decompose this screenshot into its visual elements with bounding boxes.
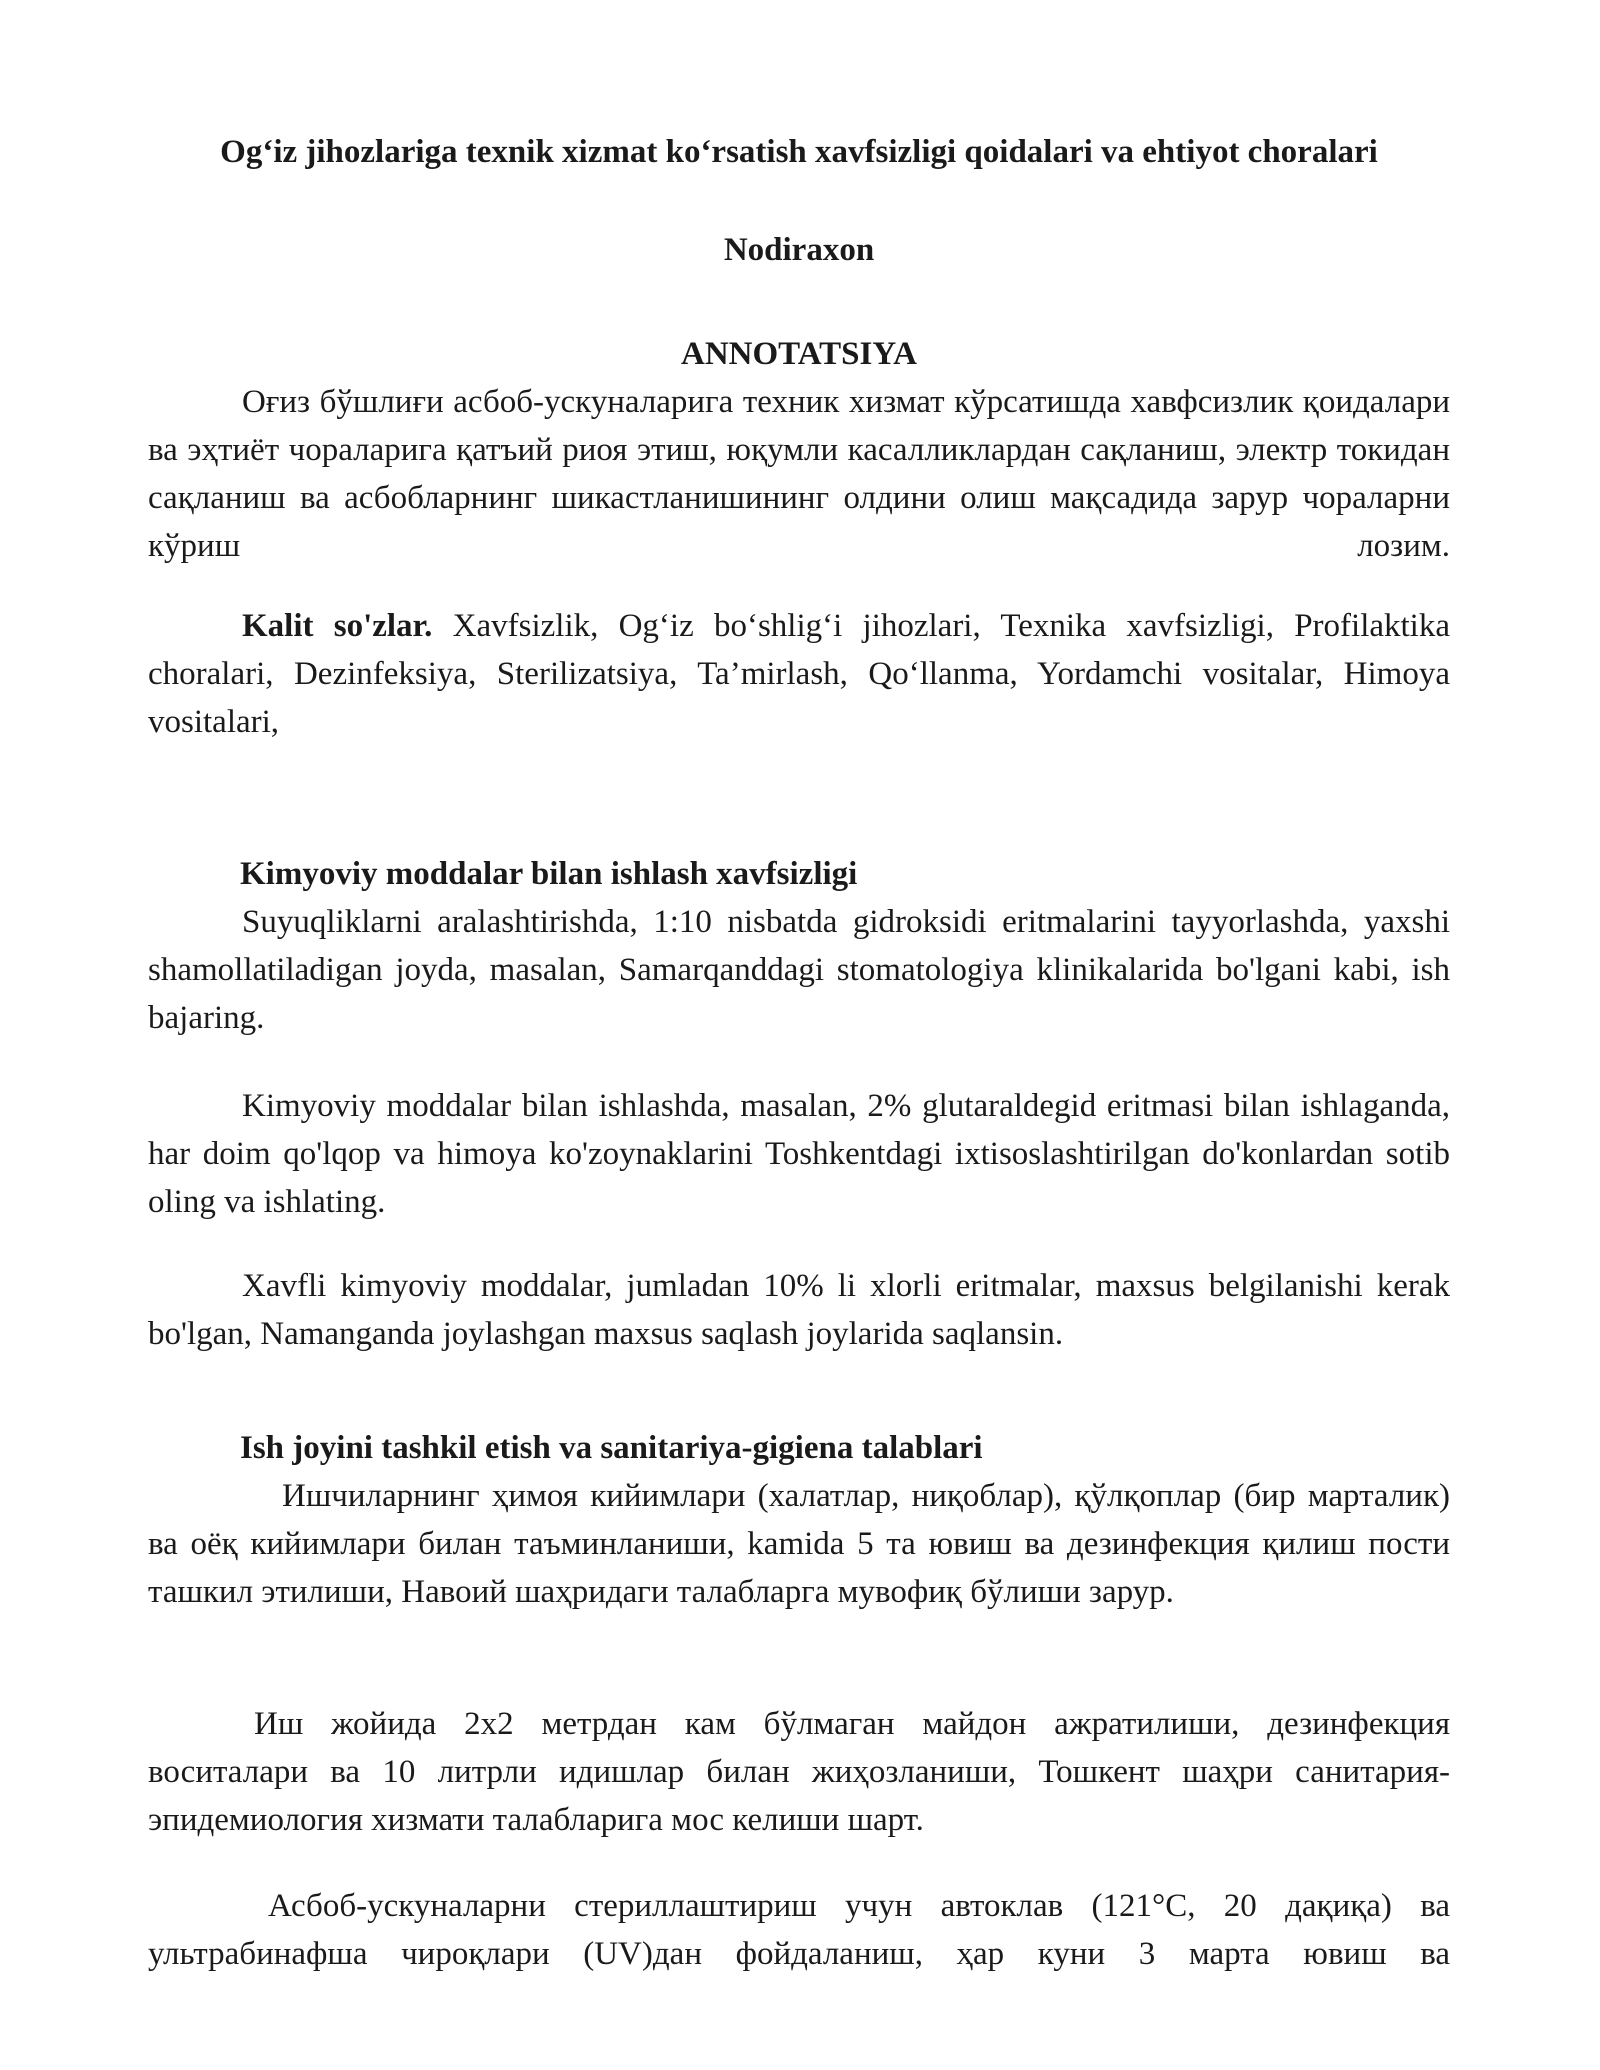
paragraph-text: Suyuqliklarni aralashtirishda, 1:10 nisbatda gidroksidi eritmalarini tayyorlashda, yaxshi shamollatiladigan joyda, masalan, Samarqanddagi stomatologiya klinikalarida bo'lgani kabi, ish bajaring. — [148, 904, 1450, 1036]
section2-paragraph-2 — [148, 1700, 1450, 1844]
keywords-text: Xavfsizlik, Og‘iz bo‘shlig‘i jihozlari, Texnika xavfsizligi, Profilaktika choralari, Dezinfeksiya, Sterilizatsiya, Ta’mirlash, Qo‘llanma, Yordamchi vositalar, Himoya vositalari, — [148, 608, 1450, 740]
section2-paragraph-1 — [148, 1472, 1450, 1616]
section1-heading: Kimyoviy moddalar bilan ishlash xavfsizligi — [240, 856, 858, 892]
annotation-paragraph — [148, 378, 1450, 570]
keywords-paragraph — [148, 602, 1450, 746]
section2-heading: Ish joyini tashkil etish va sanitariya-gigiena talablari — [240, 1430, 983, 1466]
section1-paragraph-3 — [148, 1262, 1450, 1358]
section1-paragraph-1 — [148, 898, 1450, 1042]
section2-paragraph-3 — [148, 1882, 1450, 1978]
annotation-text: Оғиз бўшлиғи асбоб-ускуналарига техник хизмат кўрсатишда хавфсизлик қоидалари ва эҳтиёт чораларига қатъий риоя этиш, юқумли касалликлардан сақланиш, электр токидан сақланиш ва асбобларнинг шикастланишининг олдини олиш мақсадида зарур чораларни кўриш лозим. — [148, 384, 1450, 564]
paragraph-text: Kimyoviy moddalar bilan ishlashda, masalan, 2% glutaraldegid eritmasi bilan ishlaganda, har doim qo'lqop va himoya ko'zoynaklarini Toshkentdagi ixtisoslashtirilgan do'konlardan sotib oling va ishlating. — [148, 1088, 1450, 1220]
paragraph-text: Иш жойида 2х2 метрдан кам бўлмаган майдон ажратилиши, дезинфекция воситалари ва 10 литрли идишлар билан жиҳозланиши, Тошкент шаҳри санитария-эпидемиология хизмати талабларига мос келиши шарт. — [148, 1706, 1450, 1838]
keywords-label: Kalit so'zlar. — [242, 608, 433, 644]
paragraph-text: Xavfli kimyoviy moddalar, jumladan 10% li xlorli eritmalar, maxsus belgilanishi kerak bo'lgan, Namanganda joylashgan maxsus saqlash joylarida saqlansin. — [148, 1268, 1450, 1352]
document-title: Og‘iz jihozlariga texnik xizmat ko‘rsatish xavfsizligi qoidalari va ehtiyot choralari — [220, 134, 1378, 170]
section1-paragraph-2 — [148, 1082, 1450, 1226]
author-name: Nodiraxon — [723, 232, 875, 268]
paragraph-text: Асбоб-ускуналарни стериллаштириш учун автоклав (121°C, 20 дақиқа) ва ультрабинафша чироқлари (UV)дан фойдаланиш, ҳар куни 3 марта ювиш ва — [148, 1888, 1450, 1972]
paragraph-text: Ишчиларнинг ҳимоя кийимлари (халатлар, ниқоблар), қўлқоплар (бир марталик) ва оёқ кийимлари билан таъминланиши, kamida 5 та ювиш ва дезинфекция қилиш пости ташкил этилиши, Навоий шаҳридаги талабларга мувофиқ бўлиши зарур. — [148, 1478, 1450, 1610]
annotation-heading: ANNOTATSIYA — [681, 336, 917, 372]
